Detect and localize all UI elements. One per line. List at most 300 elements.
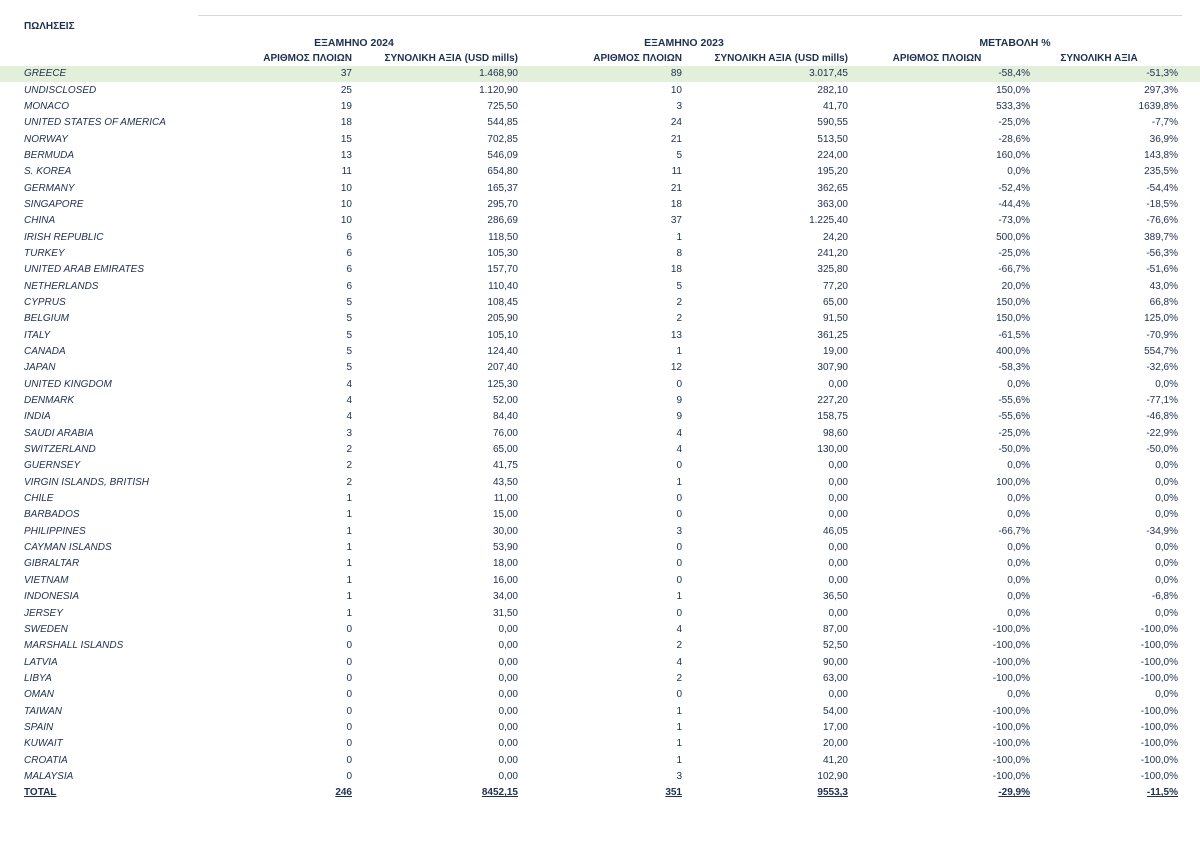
table-row — [0, 360, 1200, 376]
ships-2024-cell: 5 — [346, 296, 352, 308]
ships-2023-cell: 11 — [671, 166, 682, 178]
country-cell: IRISH REPUBLIC — [24, 231, 104, 243]
ships-change-cell: -66,7% — [998, 264, 1030, 276]
country-cell: GUERNSEY — [24, 460, 81, 472]
value-2023-cell: 130,00 — [817, 444, 848, 456]
table-row — [0, 66, 1200, 82]
ships-2023-cell: 4 — [676, 444, 682, 456]
row-padding — [1178, 131, 1200, 147]
ships-change-cell: 0,0% — [1007, 542, 1030, 554]
ships-change-cell: 0,0% — [1007, 378, 1030, 390]
row-padding — [1178, 785, 1200, 801]
ships-2024-cell: 4 — [346, 411, 352, 423]
value-2023-cell: 17,00 — [822, 721, 848, 733]
row-padding — [1178, 295, 1200, 311]
ships-2023-cell: 0 — [676, 689, 682, 701]
value-change-cell: -6,8% — [1151, 591, 1178, 603]
sales-table — [0, 66, 1200, 801]
row-padding — [1178, 360, 1200, 376]
table-row — [0, 164, 1200, 180]
ships-2024-cell: 6 — [346, 231, 352, 243]
ships-change-cell: 400,0% — [996, 346, 1030, 358]
row-padding — [1178, 377, 1200, 393]
ships-change-cell: 0,0% — [1007, 509, 1030, 521]
value-2024-cell: 65,00 — [492, 444, 518, 456]
ships-2024-cell: 18 — [340, 117, 352, 129]
ships-2023-cell: 0 — [676, 460, 682, 472]
ships-change-cell: -28,6% — [998, 133, 1030, 145]
value-2023-cell: 91,50 — [822, 313, 848, 325]
ships-2023-cell: 4 — [676, 623, 682, 635]
ships-change-cell: 150,0% — [996, 84, 1030, 96]
table-row — [0, 180, 1200, 196]
table-row — [0, 328, 1200, 344]
row-padding — [1178, 393, 1200, 409]
ships-change-cell: -100,0% — [992, 640, 1030, 652]
value-2024-cell: 1.120,90 — [479, 84, 518, 96]
row-padding — [1178, 426, 1200, 442]
table-row — [0, 344, 1200, 360]
ships-2023-cell: 2 — [676, 296, 682, 308]
value-2023-cell: 158,75 — [817, 411, 848, 423]
value-change-cell: 0,0% — [1155, 378, 1178, 390]
ships-change-cell: -100,0% — [992, 770, 1030, 782]
table-row — [0, 246, 1200, 262]
ships-2023-cell: 0 — [676, 558, 682, 570]
value-2023-cell: 0,00 — [828, 378, 848, 390]
table-row — [0, 295, 1200, 311]
row-padding — [1178, 491, 1200, 507]
value-change-cell: 554,7% — [1144, 346, 1178, 358]
value-change-cell: -70,9% — [1146, 329, 1178, 341]
value-change-cell: -100,0% — [1140, 656, 1178, 668]
ships-change-cell: -58,4% — [848, 66, 1030, 82]
country-cell: CYPRUS — [24, 296, 66, 308]
value-2024-cell: 108,45 — [487, 296, 518, 308]
table-row — [0, 671, 1200, 687]
country-cell: JERSEY — [24, 607, 63, 619]
ships-2023-cell: 8 — [676, 247, 682, 259]
value-2024-cell: 205,90 — [487, 313, 518, 325]
ships-2023-cell: 1 — [676, 738, 682, 750]
row-padding — [1178, 769, 1200, 785]
value-change-cell: 235,5% — [1144, 166, 1178, 178]
value-2024-cell: 43,50 — [492, 476, 518, 488]
value-2024-cell: 125,30 — [487, 378, 518, 390]
table-row — [0, 687, 1200, 703]
ships-change-cell: 533,3% — [996, 100, 1030, 112]
ships-change-cell: -29,9% — [998, 787, 1030, 799]
table-row — [0, 458, 1200, 474]
country-cell: MALAYSIA — [24, 770, 74, 782]
country-cell: MARSHALL ISLANDS — [24, 640, 124, 652]
value-change-cell: -11,5% — [1146, 787, 1178, 799]
country-cell: BELGIUM — [24, 313, 70, 325]
ships-2023-cell: 1 — [676, 721, 682, 733]
ships-2023-cell: 18 — [670, 198, 682, 210]
country-cell: GIBRALTAR — [24, 558, 80, 570]
ships-2024-cell: 15 — [340, 133, 352, 145]
value-2024-cell: 207,40 — [487, 362, 518, 374]
ships-2023-cell: 4 — [676, 427, 682, 439]
ships-change-cell: -55,6% — [998, 395, 1030, 407]
row-padding — [1178, 229, 1200, 245]
country-cell: CAYMAN ISLANDS — [24, 542, 112, 554]
ships-2024-cell: 11 — [341, 166, 352, 178]
value-2024-cell: 654,80 — [487, 166, 518, 178]
ships-2023-cell: 2 — [676, 640, 682, 652]
ships-2023-cell: 9 — [676, 411, 682, 423]
row-padding — [1178, 213, 1200, 229]
row-padding — [1178, 540, 1200, 556]
table-row — [0, 736, 1200, 752]
ships-2024-cell: 0 — [346, 770, 352, 782]
table-row — [0, 131, 1200, 147]
ships-2023-cell: 1 — [676, 754, 682, 766]
ships-2023-cell: 13 — [670, 329, 682, 341]
table-body — [0, 66, 1200, 801]
ships-2023-cell: 37 — [670, 215, 682, 227]
ships-change-cell: -25,0% — [998, 117, 1030, 129]
table-row — [0, 589, 1200, 605]
ships-2023-cell: 9 — [676, 395, 682, 407]
value-2023-cell: 307,90 — [817, 362, 848, 374]
country-cell: UNITED KINGDOM — [24, 378, 112, 390]
ships-2024-cell: 0 — [346, 672, 352, 684]
ships-change-cell: 0,0% — [1007, 591, 1030, 603]
value-2023-cell: 0,00 — [828, 558, 848, 570]
table-row — [0, 475, 1200, 491]
value-change-cell: -100,0% — [1140, 770, 1178, 782]
value-2024-cell: 76,00 — [492, 427, 518, 439]
ships-2024-cell: 246 — [335, 787, 352, 799]
value-change-cell: -100,0% — [1140, 738, 1178, 750]
value-2023-cell: 513,50 — [817, 133, 848, 145]
ships-2024-cell: 0 — [346, 754, 352, 766]
period-header-change: ΜΕΤΑΒΟΛΗ % — [979, 37, 1051, 49]
ships-change-cell: 0,0% — [1007, 689, 1030, 701]
row-padding — [1178, 278, 1200, 294]
value-change-cell: -18,5% — [1146, 198, 1178, 210]
ships-2024-cell: 5 — [346, 362, 352, 374]
value-2023-cell: 0,00 — [828, 542, 848, 554]
value-change-cell: 0,0% — [1155, 460, 1178, 472]
ships-change-cell: -44,4% — [998, 198, 1030, 210]
row-padding — [1178, 556, 1200, 572]
value-2024-cell: 124,40 — [487, 346, 518, 358]
value-change-cell: 0,0% — [1155, 558, 1178, 570]
value-2024-cell: 546,09 — [487, 149, 518, 161]
value-2023-cell: 41,70 — [822, 100, 848, 112]
table-row — [0, 377, 1200, 393]
ships-change-cell: 0,0% — [1007, 460, 1030, 472]
ships-2023-cell: 1 — [676, 346, 682, 358]
col-header-value-2024: ΣΥΝΟΛΙΚΗ ΑΞΙΑ (USD mills) — [384, 53, 518, 64]
value-change-cell: 143,8% — [1144, 149, 1178, 161]
value-2023-cell: 52,50 — [822, 640, 848, 652]
ships-2024-cell: 2 — [346, 444, 352, 456]
value-2024-cell: 18,00 — [492, 558, 518, 570]
value-2023-cell: 0,00 — [828, 574, 848, 586]
row-padding — [1178, 573, 1200, 589]
value-2024-cell: 118,50 — [488, 231, 518, 243]
country-cell: LATVIA — [24, 656, 58, 668]
col-header-ships-2023: ΑΡΙΘΜΟΣ ΠΛΟΙΩΝ — [593, 53, 682, 64]
country-cell: SAUDI ARABIA — [24, 427, 94, 439]
ships-change-cell: 0,0% — [1007, 166, 1030, 178]
ships-change-cell: -25,0% — [998, 427, 1030, 439]
row-padding — [1178, 442, 1200, 458]
ships-2024-cell: 5 — [346, 329, 352, 341]
value-2023-cell: 241,20 — [817, 247, 848, 259]
ships-2023-cell: 18 — [670, 264, 682, 276]
ships-2024-cell: 10 — [340, 182, 352, 194]
country-cell: GERMANY — [24, 182, 75, 194]
ships-2023-cell: 1 — [676, 705, 682, 717]
ships-2024-cell: 6 — [346, 247, 352, 259]
value-change-cell: -100,0% — [1140, 623, 1178, 635]
value-2024-cell: 11,00 — [493, 493, 518, 505]
ships-2024-cell: 2 — [346, 476, 352, 488]
ships-change-cell: -50,0% — [998, 444, 1030, 456]
row-padding — [1178, 311, 1200, 327]
ships-2023-cell: 0 — [676, 378, 682, 390]
country-cell: S. KOREA — [24, 166, 72, 178]
ships-change-cell: -100,0% — [992, 623, 1030, 635]
country-cell: SWEDEN — [24, 623, 68, 635]
row-padding — [1178, 703, 1200, 719]
ships-change-cell: -55,6% — [998, 411, 1030, 423]
col-header-value-change: ΣΥΝΟΛΙΚΗ ΑΞΙΑ — [1060, 53, 1138, 64]
ships-change-cell: 500,0% — [996, 231, 1030, 243]
ships-change-cell: -66,7% — [998, 525, 1030, 537]
row-padding — [1178, 687, 1200, 703]
value-change-cell: 0,0% — [1155, 574, 1178, 586]
value-2023-cell: 227,20 — [817, 395, 848, 407]
ships-2023-cell: 2 — [676, 313, 682, 325]
table-row — [0, 82, 1200, 98]
value-2023-cell: 54,00 — [822, 705, 848, 717]
ships-change-cell: -100,0% — [992, 705, 1030, 717]
col-header-ships-2024: ΑΡΙΘΜΟΣ ΠΛΟΙΩΝ — [263, 53, 352, 64]
table-row — [0, 720, 1200, 736]
value-2023-cell: 102,90 — [817, 770, 848, 782]
value-change-cell: -100,0% — [1140, 754, 1178, 766]
value-2023-cell: 224,00 — [817, 149, 848, 161]
ships-2024-cell: 25 — [340, 84, 352, 96]
country-cell: INDONESIA — [24, 591, 80, 603]
value-change-cell: -100,0% — [1140, 640, 1178, 652]
country-cell: GREECE — [0, 66, 200, 82]
table-row — [0, 311, 1200, 327]
value-2024-cell: 84,40 — [492, 411, 518, 423]
row-padding — [1178, 605, 1200, 621]
ships-2024-cell: 1 — [346, 574, 352, 586]
value-2024-cell: 544,85 — [487, 117, 518, 129]
value-2023-cell: 9553,3 — [817, 787, 848, 799]
value-change-cell: -50,0% — [1146, 444, 1178, 456]
ships-2024-cell: 0 — [346, 689, 352, 701]
value-change-cell: -56,3% — [1146, 247, 1178, 259]
ships-change-cell: -52,4% — [998, 182, 1030, 194]
ships-2024-cell: 4 — [346, 395, 352, 407]
country-cell: TAIWAN — [24, 705, 62, 717]
ships-change-cell: -100,0% — [992, 754, 1030, 766]
value-2023-cell: 590,55 — [817, 117, 848, 129]
row-padding — [1178, 671, 1200, 687]
value-2024-cell: 1.468,90 — [352, 66, 518, 82]
country-cell: UNITED STATES OF AMERICA — [24, 117, 166, 129]
value-2024-cell: 110,40 — [488, 280, 518, 292]
ships-2024-cell: 37 — [200, 66, 352, 82]
table-row — [0, 491, 1200, 507]
ships-2023-cell: 21 — [670, 182, 682, 194]
row-padding — [1178, 736, 1200, 752]
value-change-cell: -22,9% — [1146, 427, 1178, 439]
country-cell: TURKEY — [24, 247, 65, 259]
ships-change-cell: 0,0% — [1007, 607, 1030, 619]
value-2023-cell: 63,00 — [822, 672, 848, 684]
table-row — [0, 148, 1200, 164]
row-padding — [1178, 246, 1200, 262]
table-row — [0, 278, 1200, 294]
value-2024-cell: 0,00 — [498, 754, 518, 766]
value-change-cell: 66,8% — [1149, 296, 1178, 308]
ships-2024-cell: 1 — [346, 591, 352, 603]
table-row — [0, 540, 1200, 556]
row-padding — [1178, 328, 1200, 344]
value-2024-cell: 30,00 — [492, 525, 518, 537]
ships-change-cell: 20,0% — [1001, 280, 1030, 292]
value-change-cell: -76,6% — [1146, 215, 1178, 227]
ships-2023-cell: 0 — [676, 542, 682, 554]
table-row — [0, 229, 1200, 245]
ships-change-cell: 100,0% — [996, 476, 1030, 488]
value-change-cell: -100,0% — [1140, 672, 1178, 684]
ships-2024-cell: 3 — [346, 427, 352, 439]
value-change-cell: -51,6% — [1146, 264, 1178, 276]
value-2023-cell: 87,00 — [822, 623, 848, 635]
value-change-cell: -46,8% — [1146, 411, 1178, 423]
value-2023-cell: 90,00 — [822, 656, 848, 668]
country-cell: UNITED ARAB EMIRATES — [24, 264, 145, 276]
value-2024-cell: 105,30 — [487, 247, 518, 259]
country-cell: CROATIA — [24, 754, 68, 766]
row-padding — [1178, 589, 1200, 605]
col-header-value-2023: ΣΥΝΟΛΙΚΗ ΑΞΙΑ (USD mills) — [714, 53, 848, 64]
ships-2024-cell: 1 — [346, 542, 352, 554]
value-change-cell: 1639,8% — [1138, 100, 1178, 112]
country-cell: UNDISCLOSED — [24, 84, 97, 96]
ships-change-cell: 150,0% — [996, 296, 1030, 308]
ships-2023-cell: 1 — [676, 591, 682, 603]
ships-2023-cell: 0 — [676, 509, 682, 521]
row-padding — [1178, 344, 1200, 360]
table-row — [0, 262, 1200, 278]
row-padding — [1178, 622, 1200, 638]
ships-2023-cell: 10 — [670, 84, 682, 96]
ships-2023-cell: 3 — [676, 100, 682, 112]
ships-2023-cell: 351 — [665, 787, 682, 799]
value-2023-cell: 362,65 — [817, 182, 848, 194]
value-2023-cell: 65,00 — [822, 296, 848, 308]
value-change-cell: -34,9% — [1146, 525, 1178, 537]
country-cell: ITALY — [24, 329, 51, 341]
row-padding — [1178, 99, 1200, 115]
ships-2023-cell: 21 — [670, 133, 682, 145]
ships-change-cell: 0,0% — [1007, 574, 1030, 586]
value-2024-cell: 702,85 — [487, 133, 518, 145]
ships-change-cell: -100,0% — [992, 721, 1030, 733]
value-2024-cell: 286,69 — [487, 215, 518, 227]
row-padding — [1178, 638, 1200, 654]
table-row — [0, 703, 1200, 719]
value-2023-cell: 0,00 — [828, 460, 848, 472]
table-row — [0, 442, 1200, 458]
ships-2023-cell: 24 — [670, 117, 682, 129]
period-header-2023: ΕΞΑΜΗΝΟ 2023 — [644, 37, 724, 49]
ships-change-cell: 0,0% — [1007, 558, 1030, 570]
ships-change-cell: 160,0% — [996, 149, 1030, 161]
country-cell: NORWAY — [24, 133, 68, 145]
page-title: ΠΩΛΗΣΕΙΣ — [24, 21, 75, 32]
row-padding — [1178, 475, 1200, 491]
value-2024-cell: 15,00 — [492, 509, 518, 521]
ships-change-cell: -58,3% — [998, 362, 1030, 374]
value-2024-cell: 295,70 — [487, 198, 518, 210]
ships-change-cell: -73,0% — [998, 215, 1030, 227]
ships-2023-cell: 0 — [676, 607, 682, 619]
value-2024-cell: 0,00 — [498, 705, 518, 717]
row-padding — [1178, 82, 1200, 98]
country-cell: CHINA — [24, 215, 56, 227]
ships-change-cell: 0,0% — [1007, 493, 1030, 505]
table-row — [0, 409, 1200, 425]
row-padding — [1178, 409, 1200, 425]
value-change-cell: 389,7% — [1144, 231, 1178, 243]
value-change-cell: 0,0% — [1155, 509, 1178, 521]
ships-2023-cell: 1 — [676, 231, 682, 243]
value-2023-cell: 0,00 — [828, 476, 848, 488]
value-2023-cell: 0,00 — [828, 689, 848, 701]
table-row — [0, 769, 1200, 785]
table-row — [0, 654, 1200, 670]
country-cell: INDIA — [24, 411, 51, 423]
value-2024-cell: 0,00 — [498, 623, 518, 635]
value-2024-cell: 165,37 — [487, 182, 518, 194]
value-2024-cell: 157,70 — [487, 264, 518, 276]
value-2023-cell: 36,50 — [822, 591, 848, 603]
row-padding — [1178, 262, 1200, 278]
table-row — [0, 507, 1200, 523]
value-2023-cell: 24,20 — [822, 231, 848, 243]
row-padding — [1178, 524, 1200, 540]
ships-2023-cell: 3 — [676, 770, 682, 782]
value-2024-cell: 16,00 — [492, 574, 518, 586]
country-cell: KUWAIT — [24, 738, 63, 750]
value-change-cell: 36,9% — [1149, 133, 1178, 145]
row-padding — [1178, 458, 1200, 474]
row-padding — [1178, 115, 1200, 131]
country-cell: CHILE — [24, 493, 54, 505]
ships-2023-cell: 3 — [676, 525, 682, 537]
value-2023-cell: 46,05 — [822, 525, 848, 537]
value-change-cell: -100,0% — [1140, 705, 1178, 717]
value-2024-cell: 41,75 — [492, 460, 518, 472]
ships-change-cell: -100,0% — [992, 672, 1030, 684]
ships-2023-cell: 2 — [676, 672, 682, 684]
table-row — [0, 752, 1200, 768]
